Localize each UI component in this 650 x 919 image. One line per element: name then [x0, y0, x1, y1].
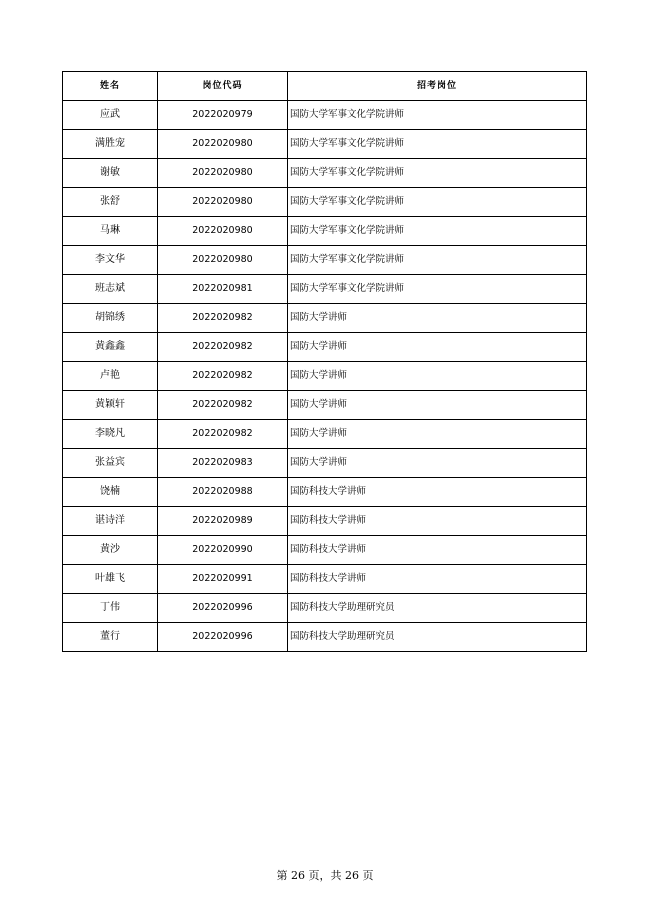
cell-name: 李文华 [63, 246, 158, 275]
cell-recruitment-position: 国防大学讲师 [288, 420, 587, 449]
cell-name: 胡锦绣 [63, 304, 158, 333]
table-row [63, 130, 587, 159]
cell-recruitment-position: 国防大学讲师 [288, 362, 587, 391]
cell-position-code: 2022020982 [158, 362, 288, 391]
cell-name: 李晓凡 [63, 420, 158, 449]
cell-position-code: 2022020996 [158, 623, 288, 652]
cell-name: 饶楠 [63, 478, 158, 507]
table-row [63, 275, 587, 304]
cell-position-code: 2022020996 [158, 594, 288, 623]
cell-position-code: 2022020980 [158, 217, 288, 246]
table-row [63, 536, 587, 565]
cell-recruitment-position: 国防大学讲师 [288, 449, 587, 478]
cell-recruitment-position: 国防科技大学讲师 [288, 507, 587, 536]
table-row [63, 304, 587, 333]
table-row [63, 362, 587, 391]
cell-position-code: 2022020982 [158, 333, 288, 362]
cell-name: 满胜宠 [63, 130, 158, 159]
cell-position-code: 2022020988 [158, 478, 288, 507]
cell-name: 马琳 [63, 217, 158, 246]
cell-position-code: 2022020982 [158, 420, 288, 449]
cell-recruitment-position: 国防大学军事文化学院讲师 [288, 188, 587, 217]
table-row [63, 449, 587, 478]
header-recruitment-position: 招考岗位 [288, 72, 587, 101]
cell-recruitment-position: 国防大学军事文化学院讲师 [288, 217, 587, 246]
cell-name: 张益宾 [63, 449, 158, 478]
page-number-footer: 第 26 页，共 26 页 [276, 869, 374, 882]
cell-name: 黄颖轩 [63, 391, 158, 420]
cell-recruitment-position: 国防科技大学讲师 [288, 478, 587, 507]
cell-position-code: 2022020981 [158, 275, 288, 304]
cell-position-code: 2022020980 [158, 188, 288, 217]
table-row [63, 478, 587, 507]
cell-recruitment-position: 国防科技大学讲师 [288, 536, 587, 565]
table-row [63, 623, 587, 652]
cell-position-code: 2022020979 [158, 101, 288, 130]
cell-recruitment-position: 国防科技大学讲师 [288, 565, 587, 594]
table-row [63, 420, 587, 449]
cell-name: 班志斌 [63, 275, 158, 304]
cell-name: 卢艳 [63, 362, 158, 391]
table-row [63, 159, 587, 188]
cell-recruitment-position: 国防科技大学助理研究员 [288, 594, 587, 623]
table-row [63, 507, 587, 536]
cell-position-code: 2022020989 [158, 507, 288, 536]
cell-name: 应武 [63, 101, 158, 130]
table-row [63, 188, 587, 217]
table-row [63, 594, 587, 623]
table-row [63, 246, 587, 275]
table-body [63, 101, 587, 652]
cell-name: 谌诗洋 [63, 507, 158, 536]
cell-position-code: 2022020980 [158, 159, 288, 188]
cell-position-code: 2022020982 [158, 391, 288, 420]
table-row [63, 217, 587, 246]
cell-position-code: 2022020980 [158, 130, 288, 159]
header-position-code: 岗位代码 [158, 72, 288, 101]
cell-position-code: 2022020982 [158, 304, 288, 333]
cell-recruitment-position: 国防大学军事文化学院讲师 [288, 159, 587, 188]
cell-recruitment-position: 国防大学军事文化学院讲师 [288, 275, 587, 304]
header-name: 姓名 [63, 72, 158, 101]
cell-recruitment-position: 国防大学军事文化学院讲师 [288, 246, 587, 275]
table-row [63, 333, 587, 362]
cell-position-code: 2022020980 [158, 246, 288, 275]
cell-name: 董行 [63, 623, 158, 652]
cell-recruitment-position: 国防科技大学助理研究员 [288, 623, 587, 652]
cell-name: 谢敏 [63, 159, 158, 188]
table-header-row [63, 72, 587, 101]
cell-name: 黄鑫鑫 [63, 333, 158, 362]
cell-recruitment-position: 国防大学讲师 [288, 304, 587, 333]
cell-name: 叶雄飞 [63, 565, 158, 594]
cell-name: 张舒 [63, 188, 158, 217]
cell-position-code: 2022020991 [158, 565, 288, 594]
table-row [63, 101, 587, 130]
cell-name: 黄沙 [63, 536, 158, 565]
table-row [63, 391, 587, 420]
table-row [63, 565, 587, 594]
cell-recruitment-position: 国防大学军事文化学院讲师 [288, 101, 587, 130]
cell-recruitment-position: 国防大学讲师 [288, 391, 587, 420]
cell-name: 丁伟 [63, 594, 158, 623]
cell-recruitment-position: 国防大学军事文化学院讲师 [288, 130, 587, 159]
cell-recruitment-position: 国防大学讲师 [288, 333, 587, 362]
candidate-table [62, 71, 587, 652]
cell-position-code: 2022020983 [158, 449, 288, 478]
cell-position-code: 2022020990 [158, 536, 288, 565]
